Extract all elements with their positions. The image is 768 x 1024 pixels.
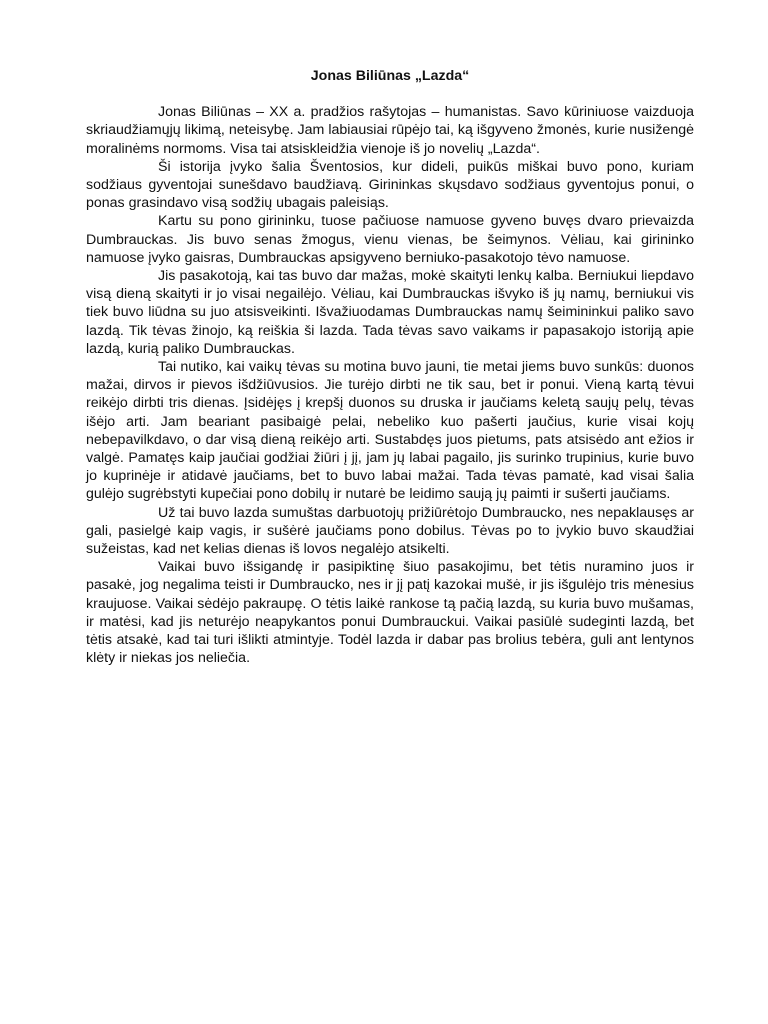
paragraph: Jis pasakotoją, kai tas buvo dar mažas, mokė skaityti lenkų kalba. Berniukui liepdavo visą dieną skaityti ir jo visai negailėjo. Vėliau, kai Dumbrauckas išvyko iš jų namų, berniukui vis tiek buvo liūdna su juo atsisveikinti. Išvažiuodamas Dumbrauckas namų šeimininkui paliko savo lazdą. Tik tėvas žinojo, ką reiškia ši lazda. Tada tėvas savo vaikams ir papasakojo istoriją apie lazdą, kurią paliko Dumbrauckas. — [86, 268, 694, 357]
paragraph: Ši istorija įvyko šalia Šventosios, kur dideli, puikūs miškai buvo pono, kuriam sodžiaus gyventojai sunešdavo baudžiavą. Girininkas skųsdavo sodžiaus gyventojus ponui, o ponas grasindavo visą sodžių ubagais paleisiąs. — [86, 158, 694, 212]
paragraph: Tai nutiko, kai vaikų tėvas su motina buvo jauni, tie metai jiems buvo sunkūs: duonos mažai, dirvos ir pievos išdžiūvusios. Jie turėjo dirbti ne tik sau, bet ir ponui. Vieną kartą tėvui reikėjo dirbti tris dienas. Įsidėjęs į krepšį duonos su druska ir jaučiams keletą saujų pelų, tėvas išėjo arti. Jam beariant pasibaigė pelai, nebeliko kuo pašerti jaučius, kurie visai kojų nebepavilkdavo, o dar visą dieną reikėjo arti. Sustabdęs juos pietums, pats atsisėdo ant ežios ir valgė. Pamatęs kaip jaučiai godžiai žiūri į jį, jam jų labai pagailo, jis surinko trupinius, kurie buvo jo kuprinėje ir atidavė jaučiams, bet to buvo labai mažai. Tada tėvas pamatė, kad visai šalia gulėjo sugrėbstyti kupečiai pono dobilų ir nutarė be leidimo saują jų paimti ir sušerti jaučiams. — [86, 359, 694, 503]
paragraph: Kartu su pono girininku, tuose pačiuose namuose gyveno buvęs dvaro prievaizda Dumbrauckas. Jis buvo senas žmogus, vienu vienas, be šeimynos. Vėliau, kai girininko namuose įvyko gaisras, Dumbrauckas apsigyveno berniuko-pasakotojo tėvo namuose. — [86, 213, 694, 266]
paragraph: Vaikai buvo išsigandę ir pasipiktinę šiuo pasakojimu, bet tėtis nuramino juos ir pasakė, jog negalima teisti ir Dumbraucko, nes ir jį patį kazokai mušė, ir jis išgulėjo tris mėnesius kraujuose. Vaikai sėdėjo pakraupę. O tėtis laikė rankose tą pačią lazdą, su kuria buvo mušamas, ir matėsi, kad jis neturėjo neapykantos ponui Dumbrauckui. Vaikai pasiūlė sudeginti lazdą, bet tėtis atsakė, kad tai turi išlikti atmintyje. Todėl lazda ir dabar pas brolius tebėra, guli ant lentynos klėty ir niekas jos neliečia. — [86, 559, 694, 667]
paragraph: Jonas Biliūnas – XX a. pradžios rašytojas – humanistas. Savo kūriniuose vaizduoja skriaudžiamųjų likimą, neteisybę. Jam labiausiai rūpėjo tai, ką išgyveno žmonės, kurie nusižengė moralinėms normoms. Visa tai atsiskleidžia vienoje iš jo novelių „Lazda“. — [86, 104, 694, 157]
document-body — [86, 67, 694, 668]
document-title: Jonas Biliūnas „Lazda“ — [310, 68, 470, 84]
paragraph: Už tai buvo lazda sumuštas darbuotojų prižiūrėtojo Dumbraucko, nes nepaklausęs ar gali, pasielgė kaip vagis, ir sušėrė jaučiams pono dobilus. Tėvas po to įvykio buvo skaudžiai sužeistas, kad net kelias dienas iš lovos negalėjo atsikelti. — [86, 504, 694, 558]
